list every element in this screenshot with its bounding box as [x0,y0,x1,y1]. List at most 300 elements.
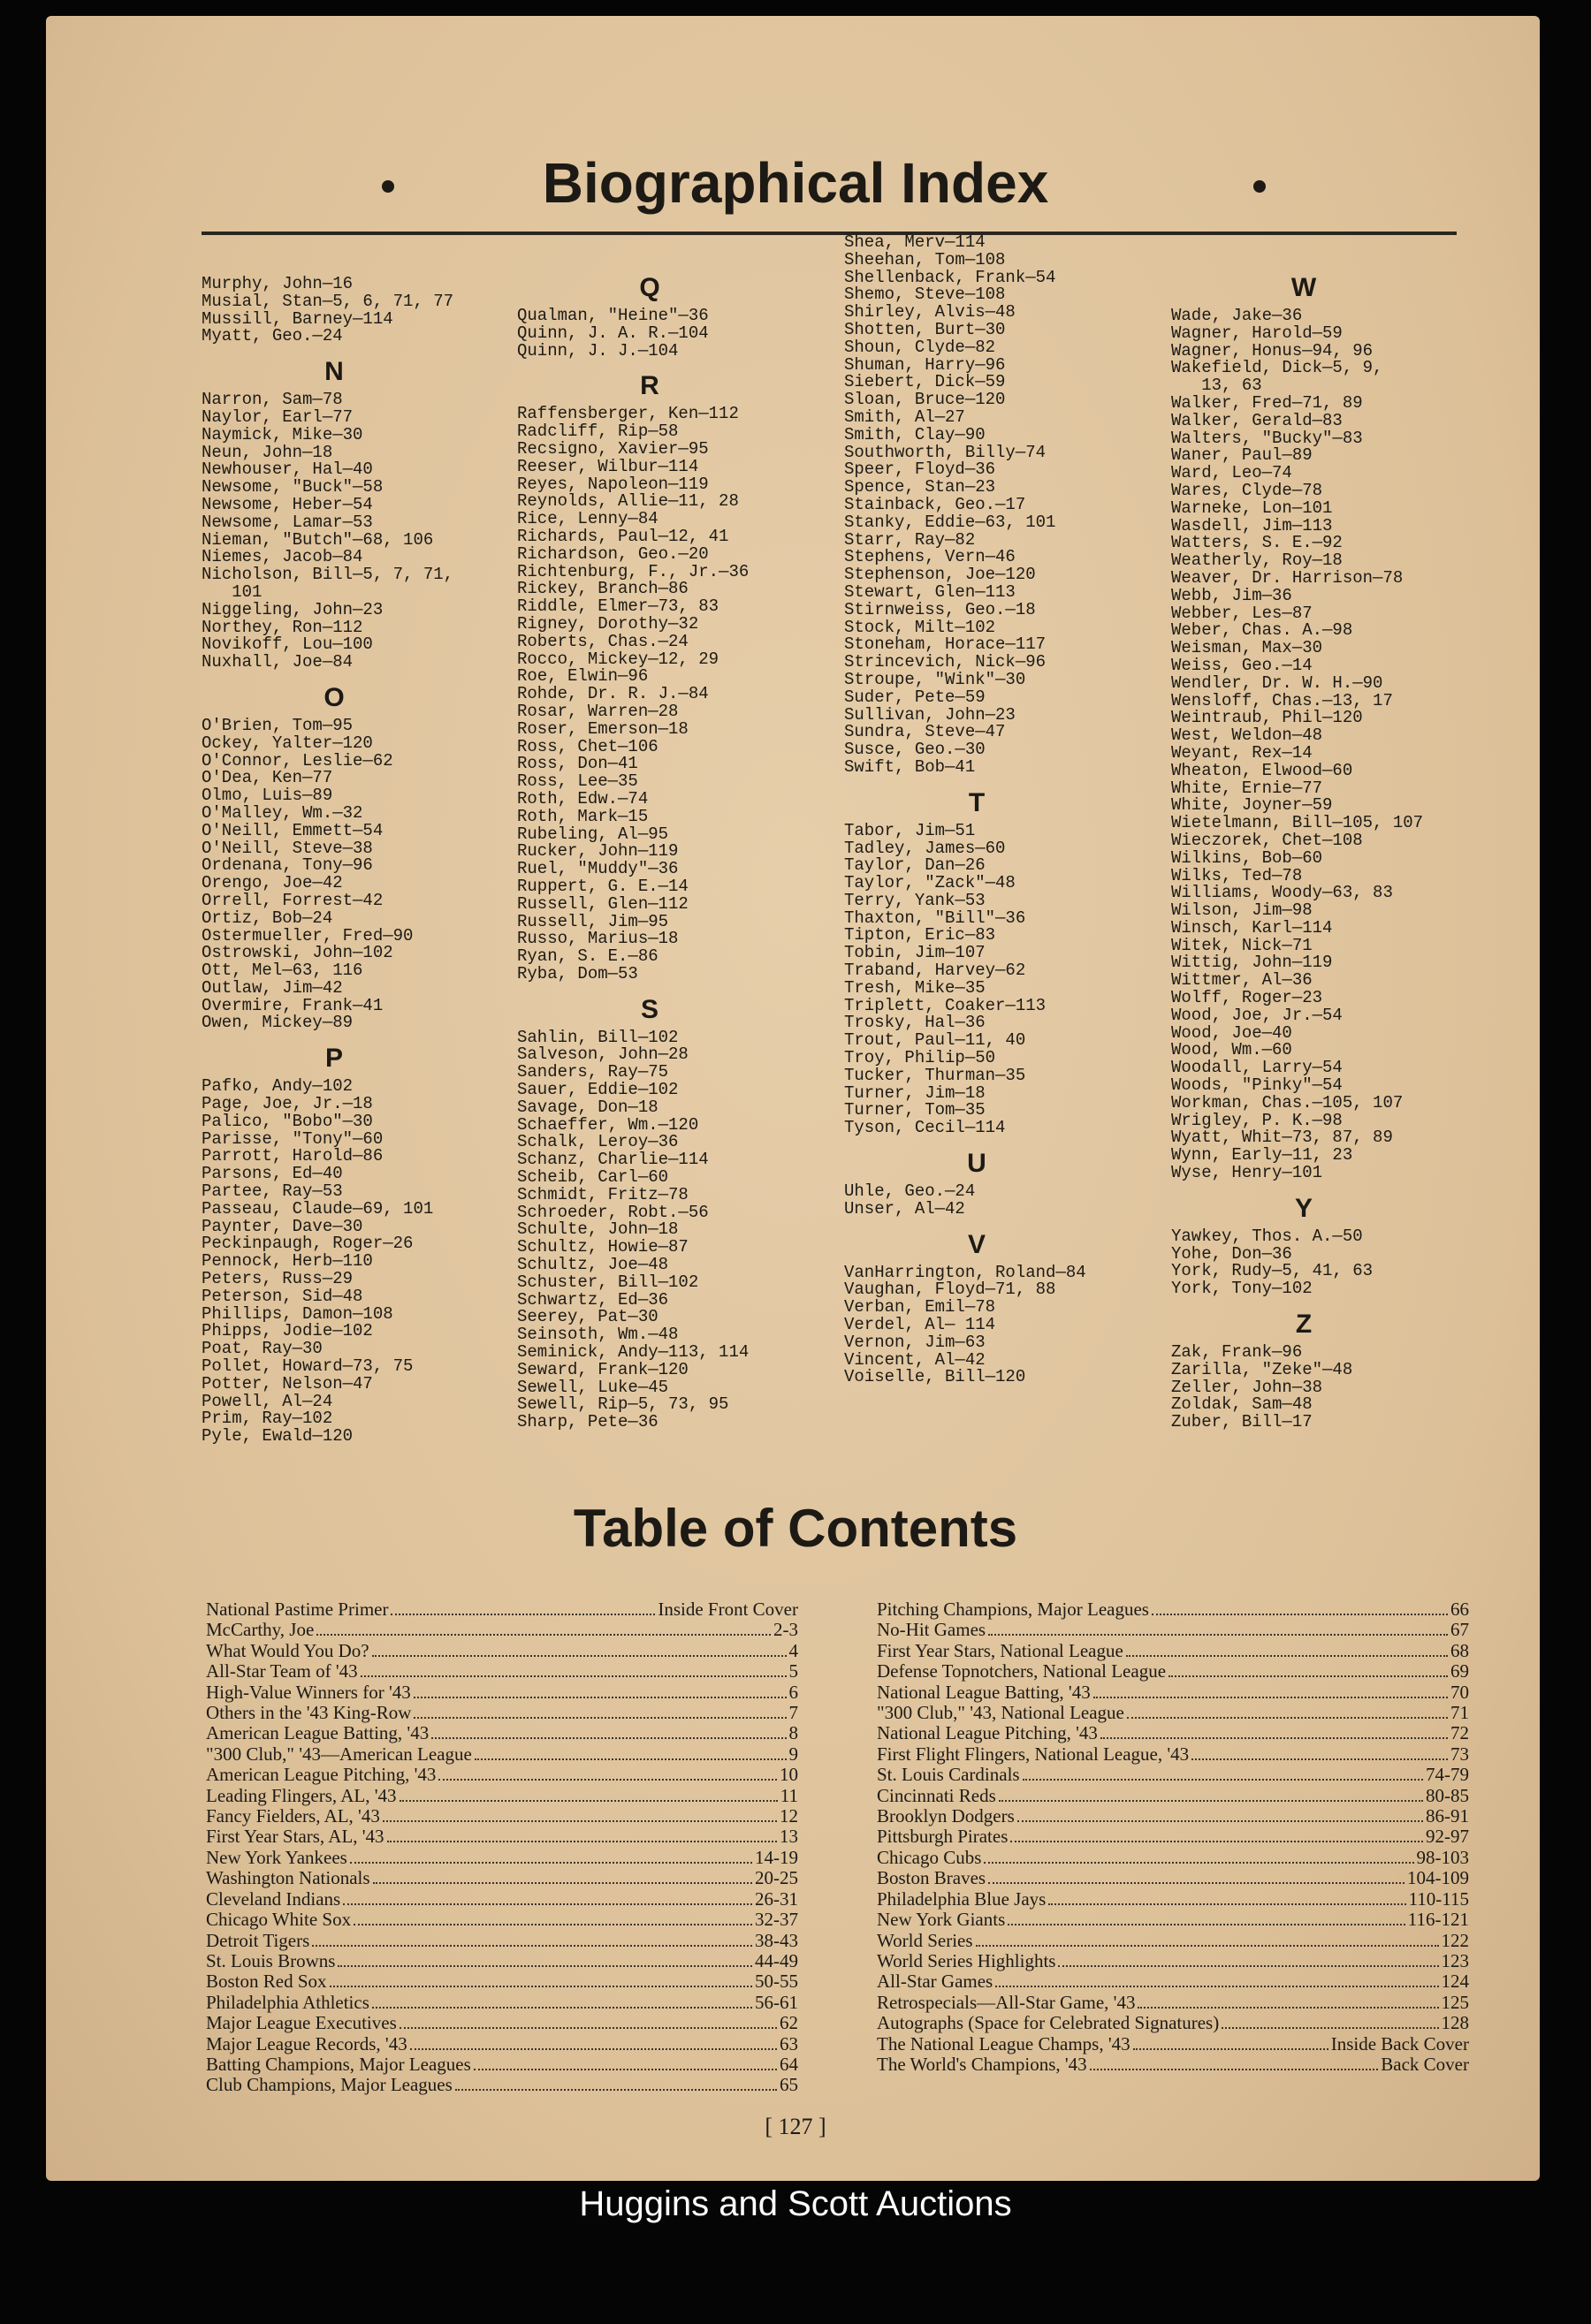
index-entry: White, Joyner—59 [1171,795,1333,816]
index-entry: Page, Joe, Jr.—18 [202,1094,373,1114]
index-entry: Roberts, Chas.—24 [517,631,689,651]
toc-entry [206,1599,798,1620]
toc-entry-label: No-Hit Games [877,1619,986,1641]
index-entry: Ruppert, G. E.—14 [517,876,689,896]
index-entry: Turner, Tom—35 [844,1100,986,1120]
toc-entry-label: National League Pitching, '43 [877,1722,1098,1744]
index-entry: Niemes, Jacob—84 [202,547,363,567]
index-entry: Quinn, J. A. R.—104 [517,323,709,343]
index-entry: Murphy, John—16 [202,274,354,293]
index-entry: Richards, Paul—12, 41 [517,526,729,546]
index-entry: Mussill, Barney—114 [202,308,393,329]
toc-entry [206,1786,798,1806]
toc-entry-page: 44-49 [755,1949,798,1971]
toc-entry-page: 12 [780,1805,798,1827]
title-rule [202,232,1457,235]
toc-entry-label: Fancy Fielders, AL, '43 [206,1805,380,1827]
index-entry: Sloan, Bruce—120 [844,390,1006,410]
index-entry: Wittmer, Al—36 [1171,970,1313,991]
index-entry: Witek, Nick—71 [1171,935,1313,955]
toc-entry [206,1848,798,1868]
index-entry: Wensloff, Chas.—13, 17 [1171,690,1393,710]
toc-entry [877,1599,1469,1620]
index-entry: Schmidt, Fritz—78 [517,1184,689,1204]
index-entry: Powell, Al—24 [202,1391,333,1411]
toc-dot-leader [1058,1965,1438,1967]
toc-dot-leader [410,2048,777,2050]
index-entry: Overmire, Frank—41 [202,995,384,1015]
toc-dot-leader [383,1820,777,1822]
index-entry: Sullivan, John—23 [844,704,1016,725]
index-entry: Wrigley, P. K.—98 [1171,1110,1343,1130]
toc-entry-page: 14-19 [755,1846,798,1868]
toc-entry [206,1703,798,1723]
index-entry: Wagner, Honus—94, 96 [1171,340,1374,361]
index-entry: Peterson, Sid—48 [202,1286,363,1306]
toc-entry [877,1765,1469,1785]
toc-dot-leader [1023,1779,1423,1781]
toc-entry-page: 128 [1441,2012,1469,2034]
toc-entry-label: Autographs (Space for Celebrated Signatures) [877,2012,1220,2034]
toc-entry-label: Philadelphia Blue Jays [877,1887,1047,1910]
index-entry: Schuster, Bill—102 [517,1272,699,1292]
toc-dot-leader [1017,1820,1423,1822]
index-entry: Waner, Paul—89 [1171,445,1313,466]
index-entry: York, Rudy—5, 41, 63 [1171,1261,1374,1281]
index-entry: Susce, Geo.—30 [844,740,986,760]
toc-entry [206,1661,798,1682]
index-entry: Sauer, Eddie—102 [517,1080,679,1100]
index-entry: Tabor, Jim—51 [844,820,976,840]
toc-entry [877,1723,1469,1743]
index-entry: Zuber, Bill—17 [1171,1412,1313,1432]
toc-dot-leader [1138,2007,1438,2009]
index-entry: Verdel, Al— 114 [844,1315,996,1335]
toc-entry-label: High-Value Winners for '43 [206,1681,411,1703]
index-entry: Russell, Jim—95 [517,911,669,931]
toc-entry-page: 71 [1450,1702,1469,1724]
index-entry: Terry, Yank—53 [844,890,986,910]
index-entry: Phillips, Damon—108 [202,1303,393,1324]
index-letter-heading: P [324,1044,343,1074]
toc-entry-page: 104-109 [1407,1867,1469,1889]
toc-entry-label: Pittsburgh Pirates [877,1826,1009,1848]
index-entry: Riddle, Elmer—73, 83 [517,596,719,617]
index-letter-heading: S [640,994,658,1024]
toc-entry-page: 70 [1450,1681,1469,1703]
toc-title: Table of Contents [573,1499,1018,1558]
toc-entry-page: 50-55 [755,1971,798,1993]
index-entry: Walters, "Bucky"—83 [1171,428,1363,448]
index-entry: Rickey, Branch—86 [517,579,689,599]
toc-entry-label: Others in the '43 King-Row [206,1702,412,1724]
toc-entry-page: 63 [780,2032,798,2054]
toc-dot-leader [475,1758,787,1760]
index-entry: Roth, Mark—15 [517,806,649,826]
toc-entry [877,1827,1469,1847]
toc-entry [877,1620,1469,1640]
index-entry: Wilks, Ted—78 [1171,865,1303,885]
index-entry: Prim, Ray—102 [202,1409,333,1429]
index-entry: Warneke, Lon—101 [1171,497,1333,518]
toc-dot-leader [988,1882,1404,1884]
toc-entry [877,1641,1469,1661]
toc-entry-page: 68 [1450,1639,1469,1661]
index-entry: Wolff, Roger—23 [1171,988,1323,1008]
index-entry: Vincent, Al—42 [844,1349,986,1370]
toc-entry [877,1993,1469,2013]
index-entry: Salveson, John—28 [517,1044,689,1065]
index-entry: Owen, Mickey—89 [202,1013,354,1033]
index-entry: Seinsoth, Wm.—48 [517,1325,679,1345]
index-entry: O'Malley, Wm.—32 [202,802,363,823]
index-column-4 [1171,262,1436,1432]
toc-entry-label: What Would You Do? [206,1639,369,1661]
index-entry: Schanz, Charlie—114 [517,1150,709,1170]
toc-entry [206,1620,798,1640]
toc-entry [877,1848,1469,1868]
index-entry: Rubeling, Al—95 [517,824,669,844]
toc-entry-page: 74-79 [1426,1764,1469,1786]
toc-dot-leader [455,2089,777,2091]
index-entry: Tipton, Eric—83 [844,925,996,946]
index-entry: Wilson, Jim—98 [1171,900,1313,921]
toc-entry-label: Defense Topnotchers, National League [877,1660,1167,1682]
index-entry: Peckinpaugh, Roger—26 [202,1234,414,1254]
index-letter-heading: U [967,1149,986,1179]
index-entry: Stroupe, "Wink"—30 [844,669,1026,689]
toc-dot-leader [1048,1903,1405,1905]
toc-dot-leader [400,2027,777,2029]
index-entry: Walker, Gerald—83 [1171,410,1343,430]
index-entry: Taylor, Dan—26 [844,855,986,876]
toc-dot-leader [1222,2027,1438,2029]
index-letter-heading: Z [1295,1310,1313,1340]
index-entry: Naylor, Earl—77 [202,406,354,427]
index-entry: Walker, Fred—71, 89 [1171,392,1363,413]
index-entry: Smith, Al—27 [844,406,965,427]
toc-entry-page: Inside Front Cover [658,1599,798,1620]
toc-entry-label: New York Giants [877,1909,1006,1931]
index-entry: Wyse, Henry—101 [1171,1163,1323,1183]
index-entry: Paynter, Dave—30 [202,1216,363,1236]
toc-entry [206,2075,798,2095]
index-entry: Tresh, Mike—35 [844,977,986,998]
toc-entry-label: World Series [877,1929,973,1951]
index-entry: Wendler, Dr. W. H.—90 [1171,672,1383,693]
index-entry: Ruel, "Muddy"—36 [517,859,679,879]
index-entry: Schaeffer, Wm.—120 [517,1114,699,1135]
toc-entry-label: Leading Flingers, AL, '43 [206,1784,397,1806]
toc-dot-leader [1152,1614,1448,1615]
index-entry: Watters, S. E.—92 [1171,533,1343,553]
toc-entry-label: McCarthy, Joe [206,1619,315,1641]
toc-entry-label: American League Pitching, '43 [206,1764,437,1786]
index-entry: Schalk, Leroy—36 [517,1132,679,1152]
index-column-1 [202,276,467,1446]
index-entry: Shellenback, Frank—54 [844,267,1056,287]
index-letter-heading: T [968,787,986,817]
index-entry: O'Dea, Ken—77 [202,768,333,788]
index-entry: Olmo, Luis—89 [202,786,333,806]
toc-entry-page: 64 [780,2053,798,2075]
toc-entry-page: 56-61 [755,1991,798,2013]
index-entry: Wagner, Harold—59 [1171,323,1343,343]
toc-entry [877,1786,1469,1806]
index-entry: York, Tony—102 [1171,1279,1313,1299]
index-entry: Parrott, Harold—86 [202,1146,384,1166]
index-entry: Unser, Al—42 [844,1198,965,1219]
index-entry: Newsome, Heber—54 [202,494,373,514]
index-entry: Niggeling, John—23 [202,599,384,619]
index-entry: Orengo, Joe—42 [202,873,343,893]
index-entry: O'Neill, Steve—38 [202,838,373,858]
index-entry: Reeser, Wilbur—114 [517,456,699,476]
index-entry: Schwartz, Ed—36 [517,1289,669,1310]
index-entry: Quinn, J. J.—104 [517,340,679,361]
index-entry: Speer, Floyd—36 [844,459,996,480]
toc-entry-label: Batting Champions, Major Leagues [206,2053,471,2075]
toc-entry [877,1951,1469,1971]
toc-entry-page: 86-91 [1426,1805,1469,1827]
toc-dot-leader [976,1945,1439,1947]
toc-entry [206,1910,798,1930]
toc-dot-leader [1090,2069,1379,2070]
toc-entry [206,2054,798,2075]
toc-entry [206,1744,798,1765]
toc-dot-leader [999,1800,1423,1802]
toc-entry-page: 80-85 [1426,1784,1469,1806]
index-entry: Newhouser, Hal—40 [202,459,373,480]
index-entry: Reynolds, Allie—11, 28 [517,491,739,512]
index-entry: Ward, Leo—74 [1171,463,1292,483]
toc-entry-page: 116-121 [1407,1909,1469,1931]
toc-entry-label: All-Star Team of '43 [206,1660,358,1682]
index-entry: Nuxhall, Joe—84 [202,652,354,672]
toc-dot-leader [1008,1924,1405,1925]
index-entry: Webber, Les—87 [1171,603,1313,623]
index-entry: Reyes, Napoleon—119 [517,474,709,494]
toc-entry [877,1682,1469,1703]
toc-entry-page: 9 [788,1743,798,1765]
toc-entry-label: National League Batting, '43 [877,1681,1091,1703]
toc-entry-label: World Series Highlights [877,1949,1056,1971]
index-entry: Roe, Elwin—96 [517,666,649,687]
toc-dot-leader [350,1862,752,1864]
toc-entry-label: Washington Nationals [206,1867,370,1889]
toc-entry-label: Boston Braves [877,1867,986,1889]
index-entry: Parsons, Ed—40 [202,1164,343,1184]
toc-entry [206,1931,798,1951]
toc-entry [877,2054,1469,2075]
index-entry: Roser, Emerson—18 [517,718,689,739]
index-entry: Tadley, James—60 [844,838,1006,858]
index-entry: Weber, Chas. A.—98 [1171,620,1353,641]
index-entry: Troy, Philip—50 [844,1048,996,1068]
toc-entry [877,1744,1469,1765]
toc-entry-page: 26-31 [755,1887,798,1910]
index-entry: Weisman, Max—30 [1171,638,1323,658]
index-entry: Sanders, Ray—75 [517,1062,669,1082]
toc-entry-page: 10 [780,1764,798,1786]
index-entry: Taylor, "Zack"—48 [844,873,1016,893]
toc-dot-leader [984,1862,1413,1864]
toc-entry-label: Chicago White Sox [206,1909,352,1931]
index-entry: Strincevich, Nick—96 [844,652,1047,672]
index-entry: Raffensberger, Ken—112 [517,404,739,424]
index-entry: Weiss, Geo.—14 [1171,655,1313,675]
toc-entry-label: Club Champions, Major Leagues [206,2074,453,2096]
index-column-2 [517,262,782,1432]
toc-entry [206,2034,798,2054]
toc-entry [206,1723,798,1743]
toc-entry [206,1868,798,1888]
toc-entry-page: 123 [1441,1949,1469,1971]
index-entry: Vernon, Jim—63 [844,1332,986,1352]
index-entry: Southworth, Billy—74 [844,442,1047,462]
toc-entry [877,1910,1469,1930]
bullet-ornament-right [1253,180,1266,193]
index-entry: Shea, Merv—114 [844,232,986,252]
index-entry: Weatherly, Roy—18 [1171,551,1343,571]
index-entry: 13, 63 [1171,376,1262,396]
toc-entry [206,1993,798,2013]
toc-entry-page: 67 [1450,1619,1469,1641]
index-entry: Pennock, Herb—110 [202,1251,373,1272]
index-entry: Stirnweiss, Geo.—18 [844,599,1036,619]
toc-entry-page: 69 [1450,1660,1469,1682]
toc-dot-leader [1100,1737,1448,1739]
index-entry: Nicholson, Bill—5, 7, 71, [202,565,454,585]
toc-entry-page: 62 [780,2012,798,2034]
index-letter-heading: W [1290,273,1317,302]
index-entry: O'Connor, Leslie—62 [202,750,393,771]
page-number: [ 127 ] [765,2114,826,2139]
toc-dot-leader [391,1614,655,1615]
toc-dot-leader [414,1697,787,1698]
index-entry: Zeller, John—38 [1171,1377,1323,1397]
toc-entry-page: 124 [1441,1971,1469,1993]
index-entry: Wilkins, Bob—60 [1171,847,1323,868]
toc-entry [206,1641,798,1661]
toc-entry-label: The National League Champs, '43 [877,2032,1130,2054]
index-entry: Tucker, Thurman—35 [844,1065,1026,1085]
index-entry: Stephenson, Joe—120 [844,565,1036,585]
index-letter-heading: Y [1294,1193,1313,1223]
toc-entry [877,1971,1469,1992]
auction-watermark: Huggins and Scott Auctions [579,2184,1012,2223]
toc-entry-label: New York Yankees [206,1846,347,1868]
toc-entry-page: 110-115 [1408,1887,1469,1910]
index-entry: Stewart, Glen—113 [844,581,1016,602]
page-title: Biographical Index [542,151,1049,215]
toc-entry-label: Boston Red Sox [206,1971,327,1993]
index-entry: Narron, Sam—78 [202,390,343,410]
index-entry: O'Neill, Emmett—54 [202,820,384,840]
index-entry: Weintraub, Phil—120 [1171,708,1363,728]
index-entry: Scheib, Carl—60 [517,1167,669,1188]
index-entry: Workman, Chas.—105, 107 [1171,1092,1404,1113]
toc-entry-page: 11 [780,1784,798,1806]
toc-dot-leader [387,1841,777,1842]
index-entry: Ostrowski, John—102 [202,943,393,963]
index-entry: Pyle, Ewald—120 [202,1426,354,1447]
index-entry: Neun, John—18 [202,442,333,462]
index-entry: Stock, Milt—102 [844,617,996,637]
toc-entry-page: 122 [1441,1929,1469,1951]
index-entry: Zarilla, "Zeke"—48 [1171,1359,1353,1379]
index-entry: Musial, Stan—5, 6, 71, 77 [202,291,454,311]
toc-entry-label: St. Louis Browns [206,1949,336,1971]
index-entry: Zoldak, Sam—48 [1171,1394,1313,1415]
index-entry: Wasdell, Jim—113 [1171,515,1333,535]
index-entry: Siebert, Dick—59 [844,372,1006,392]
toc-entry-label: First Year Stars, AL, '43 [206,1826,384,1848]
index-entry: Suder, Pete—59 [844,687,986,707]
index-entry: Wakefield, Dick—5, 9, [1171,358,1383,378]
index-entry: Schulte, John—18 [517,1219,679,1240]
index-entry: Savage, Don—18 [517,1097,658,1117]
index-entry: White, Ernie—77 [1171,778,1323,798]
toc-entry-page: 66 [1450,1599,1469,1620]
toc-entry-label: St. Louis Cardinals [877,1764,1020,1786]
toc-dot-leader [343,1903,752,1905]
toc-entry-label: First Flight Flingers, National League, '43 [877,1743,1190,1765]
toc-entry [206,1971,798,1992]
toc-entry-label: Philadelphia Athletics [206,1991,369,2013]
toc-entry-label: Cincinnati Reds [877,1784,996,1806]
toc-dot-leader [1093,1697,1448,1698]
toc-entry-page: 92-97 [1426,1826,1469,1848]
index-entry: Seminick, Andy—113, 114 [517,1342,750,1363]
index-entry: Richtenburg, F., Jr.—36 [517,561,750,581]
index-entry: Shuman, Harry—96 [844,354,1006,375]
index-entry: Wade, Jake—36 [1171,306,1303,325]
index-entry: Shoun, Clyde—82 [844,337,996,357]
toc-dot-leader [474,2069,777,2070]
toc-entry-page: 32-37 [755,1909,798,1931]
toc-entry-label: Cleveland Indians [206,1887,341,1910]
index-entry: Pollet, Howard—73, 75 [202,1356,414,1377]
index-entry: Thaxton, "Bill"—36 [844,908,1026,928]
index-entry: Rice, Lenny—84 [517,509,658,529]
index-entry: Verban, Emil—78 [844,1297,996,1318]
toc-dot-leader [354,1924,752,1925]
toc-entry [877,2013,1469,2033]
index-entry: Orrell, Forrest—42 [202,890,384,910]
index-entry: Stanky, Eddie—63, 101 [844,512,1056,532]
toc-dot-leader [1133,2048,1328,2050]
toc-dot-leader [373,1882,752,1884]
toc-entry [206,1889,798,1910]
index-entry: Weaver, Dr. Harrison—78 [1171,567,1404,588]
toc-entry [206,1827,798,1847]
index-entry: Qualman, "Heine"—36 [517,306,709,325]
index-entry: Passeau, Claude—69, 101 [202,1198,434,1219]
index-entry: Stainback, Geo.—17 [844,494,1026,514]
toc-column-right [877,1599,1469,2075]
toc-entry-page: 6 [788,1681,798,1703]
index-entry: Poat, Ray—30 [202,1339,323,1359]
index-entry: Partee, Ray—53 [202,1181,343,1202]
toc-entry-page: 7 [788,1702,798,1724]
toc-entry [877,1661,1469,1682]
toc-entry-label: Major League Executives [206,2012,397,2034]
index-entry: Schultz, Howie—87 [517,1237,689,1257]
toc-entry [206,1806,798,1827]
toc-entry-label: American League Batting, '43 [206,1722,430,1744]
index-entry: Ross, Chet—106 [517,736,658,756]
